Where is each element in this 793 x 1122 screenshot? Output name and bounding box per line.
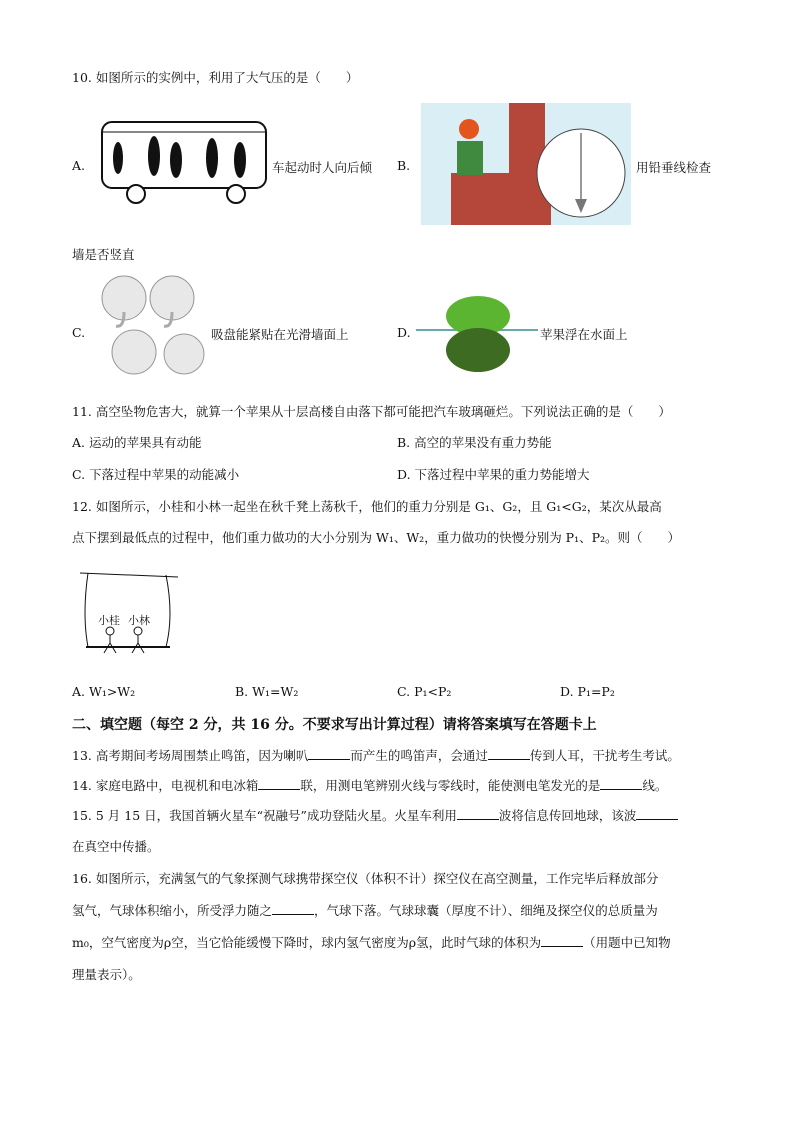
q16-l3a: m₀，空气密度为ρ空，当它恰能缓慢下降时，球内氢气密度为ρ氢，此时气球的体积为 [72, 935, 542, 950]
q15-blank-2 [636, 808, 678, 820]
q10-option-b-label: B. [397, 158, 411, 173]
q10-option-a-label: A. [72, 158, 86, 173]
q15-p2: 波将信息传回地球，该波 [498, 808, 637, 823]
q13 [72, 746, 680, 764]
q15-p1: 15. 5 月 15 日，我国首辆火星车“祝融号”成功登陆火星。火星车利用 [72, 808, 457, 823]
q10-option-d-text: 苹果浮在水面上 [540, 327, 628, 342]
q13-p1: 13. 高考期间考场周围禁止鸣笛，因为喇叭 [72, 748, 309, 763]
q15 [72, 806, 678, 824]
q12-stem-line1: 12. 如图所示，小桂和小林一起坐在秋千凳上荡秋千，他们的重力分别是 G₁、G₂，且 G₁<G₂，某次从最高 [72, 499, 662, 514]
q14-p1: 14. 家庭电路中，电视机和电冰箱 [72, 778, 259, 793]
q14-p2: 联，用测电笔辨别火线与零线时，能使测电笔发光的是 [300, 778, 601, 793]
q16-blank-1 [272, 903, 314, 915]
q16-line2 [72, 901, 658, 919]
q10-option-c-label: C. [72, 325, 86, 340]
q11-option-c: C. 下落过程中苹果的动能减小 [72, 467, 240, 482]
q16-l2a: 氢气，气球体积缩小，所受浮力随之 [72, 903, 273, 918]
bus-figure [98, 118, 270, 206]
q13-p3: 传到人耳，干扰考生考试。 [529, 748, 680, 763]
q12-option-c: C. P₁<P₂ [397, 684, 452, 699]
q14-p3: 线。 [642, 778, 668, 793]
q14-blank-1 [258, 778, 300, 790]
q16-l3b: （用题中已知物 [583, 935, 671, 950]
q12-stem-line2: 点下摆到最低点的过程中，他们重力做功的大小分别为 W₁、W₂，重力做功的快慢分别为 P₁、P₂。则（ ） [72, 530, 681, 545]
q10-stem: 10. 如图所示的实例中，利用了大气压的是（ ） [72, 70, 359, 85]
q13-blank-2 [488, 748, 530, 760]
floating-apple-figure [416, 294, 538, 374]
q14 [72, 776, 667, 794]
q10-option-b-text-cont: 墙是否竖直 [72, 247, 135, 262]
q16-blank-2 [541, 935, 583, 947]
q13-blank-1 [308, 748, 350, 760]
q16-line1: 16. 如图所示，充满氢气的气象探测气球携带探空仪（体积不计）探空仪在高空测量，工作完毕后释放部分 [72, 871, 659, 886]
q12-option-d: D. P₁=P₂ [560, 684, 615, 699]
q15-p3: 在真空中传播。 [72, 839, 160, 854]
q10-option-b-text: 用铅垂线检查 [636, 160, 712, 175]
q11-option-d: D. 下落过程中苹果的重力势能增大 [397, 467, 590, 482]
swing-label-xiaolin: 小林 [128, 614, 150, 627]
q16-line4: 理量表示）。 [72, 967, 141, 982]
q10-option-d-label: D. [397, 325, 411, 340]
q12-option-b: B. W₁=W₂ [235, 684, 299, 699]
q16-l2b: ，气球下落。气球球囊（厚度不计）、细绳及探空仪的总质量为 [314, 903, 658, 918]
q12-option-a: A. W₁>W₂ [72, 684, 136, 699]
section-2-heading: 二、填空题（每空 2 分，共 16 分。不要求写出计算过程）请将答案填写在答题卡上 [72, 717, 597, 733]
q15-blank-1 [457, 808, 499, 820]
suction-cup-figure [98, 272, 208, 382]
q11-option-b: B. 高空的苹果没有重力势能 [397, 435, 552, 450]
plumb-line-figure [421, 103, 631, 225]
swing-label-xiaogui: 小桂 [98, 614, 120, 627]
q16-line3 [72, 933, 671, 951]
q10-option-c-text: 吸盘能紧贴在光滑墙面上 [211, 327, 349, 342]
q13-p2: 而产生的鸣笛声，会通过 [350, 748, 488, 763]
q11-option-a: A. 运动的苹果具有动能 [72, 435, 202, 450]
q10-option-a-text: 车起动时人向后倾 [272, 160, 373, 175]
q11-stem: 11. 高空坠物危害大，就算一个苹果从十层高楼自由落下都可能把汽车玻璃砸烂。下列说法正确的是（ ） [72, 404, 671, 419]
q14-blank-2 [600, 778, 642, 790]
